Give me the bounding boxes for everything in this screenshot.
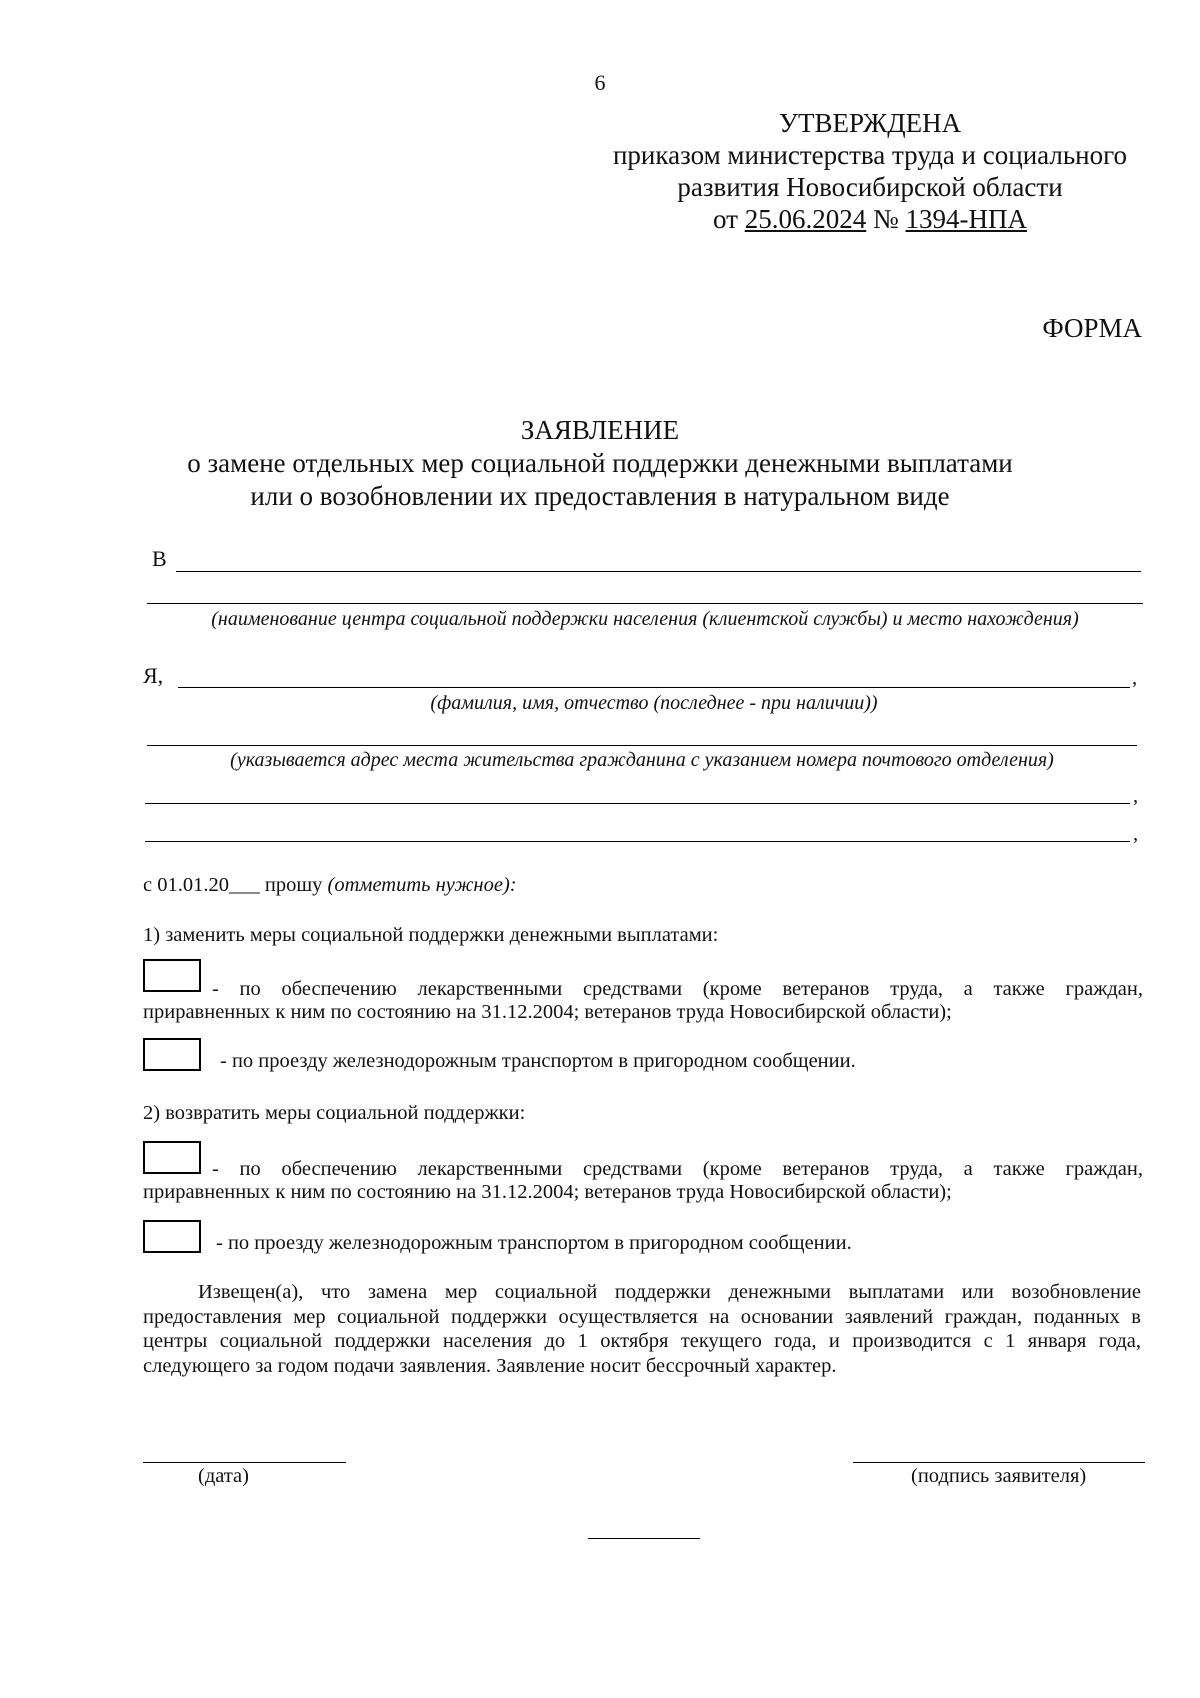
section1-railway-checkbox[interactable] bbox=[143, 1038, 201, 1071]
approval-number-sign: № bbox=[872, 204, 899, 234]
section2-railway-text: - по проезду железнодорожным транспортом в пригородном сообщении. bbox=[216, 1232, 852, 1254]
to-prefix: В bbox=[152, 546, 167, 571]
request-year-blank[interactable]: ___ bbox=[228, 874, 260, 896]
address-line-2-comma: , bbox=[1133, 785, 1139, 807]
request-hint: (отметить нужное): bbox=[327, 874, 517, 896]
signature-line[interactable] bbox=[853, 1462, 1145, 1463]
document-subtitle-2: или о возобновлении их предоставления в натуральном виде bbox=[250, 481, 950, 511]
page-number: 6 bbox=[594, 70, 606, 95]
section2-title: 2) возвратить меры социальной поддержки: bbox=[143, 1102, 526, 1124]
address-field-line-3[interactable] bbox=[145, 841, 1130, 842]
approval-number: 1394-НПА bbox=[905, 204, 1027, 234]
date-caption: (дата) bbox=[198, 1465, 249, 1487]
request-date-prefix: с 01.01.20 bbox=[143, 874, 229, 896]
to-field-caption: (наименование центра социальной поддержки населения (клиентской службы) и место нахождения) bbox=[211, 608, 1079, 630]
section1-medicine-text-2: приравненных к ним по состоянию на 31.12.2004; ветеранов труда Новосибирской области); bbox=[143, 1001, 952, 1023]
to-field-line-1[interactable] bbox=[176, 571, 1141, 572]
document-title: ЗАЯВЛЕНИЕ bbox=[520, 415, 680, 445]
section1-railway-text: - по проезду железнодорожным транспортом в пригородном сообщении. bbox=[220, 1050, 856, 1072]
approval-date-prefix: от bbox=[713, 204, 738, 234]
address-field-line-1[interactable] bbox=[147, 745, 1137, 746]
signature-caption: (подпись заявителя) bbox=[911, 1465, 1087, 1487]
approval-line-1: приказом министерства труда и социального bbox=[612, 140, 1127, 170]
name-field-caption: (фамилия, имя, отчество (последнее - при наличии)) bbox=[430, 692, 878, 714]
request-verb: прошу bbox=[264, 874, 323, 896]
name-field-comma: , bbox=[1132, 667, 1138, 689]
section2-medicine-text-1: - по обеспечению лекарственными средствами (кроме ветеранов труда, а также граждан, bbox=[212, 1158, 1143, 1180]
section2-medicine-checkbox[interactable] bbox=[143, 1141, 201, 1174]
approval-title: УТВЕРЖДЕНА bbox=[778, 108, 962, 138]
section1-medicine-text-1: - по обеспечению лекарственными средствами (кроме ветеранов труда, а также граждан, bbox=[212, 978, 1143, 1000]
end-separator bbox=[588, 1538, 700, 1539]
request-line bbox=[143, 874, 517, 897]
address-line-3-comma: , bbox=[1133, 823, 1139, 845]
form-label: ФОРМА bbox=[1042, 313, 1142, 343]
date-line[interactable] bbox=[143, 1462, 346, 1463]
approval-date-line bbox=[590, 204, 1150, 235]
name-field-line[interactable] bbox=[178, 687, 1130, 688]
section2-railway-checkbox[interactable] bbox=[143, 1220, 201, 1253]
section2-medicine-text-2: приравненных к ним по состоянию на 31.12.2004; ветеранов труда Новосибирской области); bbox=[143, 1181, 952, 1203]
document-subtitle-1: о замене отдельных мер социальной поддержки денежными выплатами bbox=[187, 448, 1013, 478]
section1-title: 1) заменить меры социальной поддержки денежными выплатами: bbox=[143, 924, 719, 946]
address-field-caption: (указывается адрес места жительства гражданина с указанием номера почтового отделения) bbox=[230, 749, 1054, 771]
section1-medicine-checkbox[interactable] bbox=[143, 959, 201, 992]
name-prefix: Я, bbox=[143, 663, 164, 688]
notice-paragraph: Извещен(а), что замена мер социальной поддержки денежными выплатами или возобновление предоставления мер социальной поддержки осуществляется на основании заявлений граждан, поданных в центры социальной поддержки населения до 1 октября текущего года, и производится с 1 января года, следующего за годом подачи заявления. Заявление носит бессрочный характер. bbox=[143, 1281, 1141, 1377]
approval-date: 25.06.2024 bbox=[744, 204, 867, 234]
to-field-line-2[interactable] bbox=[147, 603, 1143, 604]
approval-line-2: развития Новосибирской области bbox=[677, 172, 1063, 202]
address-field-line-2[interactable] bbox=[145, 803, 1130, 804]
